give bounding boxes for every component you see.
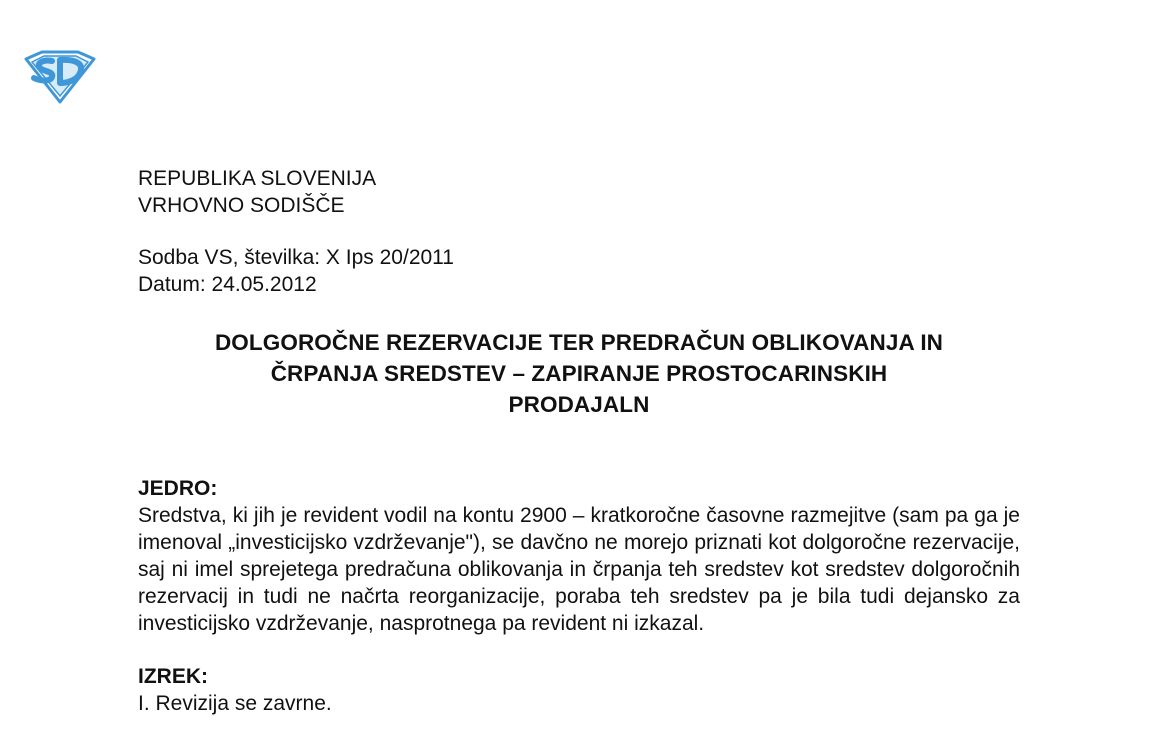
jedro-paragraph: Sredstva, ki jih je revident vodil na kontu 2900 – kratkoročne časovne razmejitve (sam pa ga je imenoval „investicijsko vzdrževanje"), se davčno ne morejo priznati kot dolgoročne rezervacije, saj ni imel sprejetega predračuna oblikovanja in črpanja teh sredstev kot sredstev dolgoročnih rezervacij in tudi ne načrta reorganizacije, poraba teh sredstev pa je bila tudi dejansko za investicijsko vzdrževanje, nasprotnega pa revident ni izkazal. — [138, 504, 1020, 635]
case-date: Datum: 24.05.2012 — [138, 273, 317, 296]
title-line: DOLGOROČNE REZERVACIJE TER PREDRAČUN OBLIKOVANJA IN — [214, 330, 944, 355]
title-line: PRODAJALN — [508, 392, 650, 417]
case-number: Sodba VS, številka: X Ips 20/2011 — [138, 246, 454, 269]
document-body — [138, 165, 1020, 717]
sd-shield-logo-icon — [22, 50, 96, 104]
izrek-heading: IZREK: — [138, 665, 208, 688]
izrek-line: I. Revizija se zavrne. — [138, 692, 332, 715]
country-name: REPUBLIKA SLOVENIJA — [138, 167, 377, 190]
case-info — [138, 244, 1020, 298]
document-title — [138, 327, 1020, 420]
title-line: ČRPANJA SREDSTEV – ZAPIRANJE PROSTOCARINSKIH — [270, 361, 888, 386]
court-name: VRHOVNO SODIŠČE — [138, 194, 345, 217]
jedro-heading: JEDRO: — [138, 477, 218, 500]
header-block — [138, 165, 1020, 219]
